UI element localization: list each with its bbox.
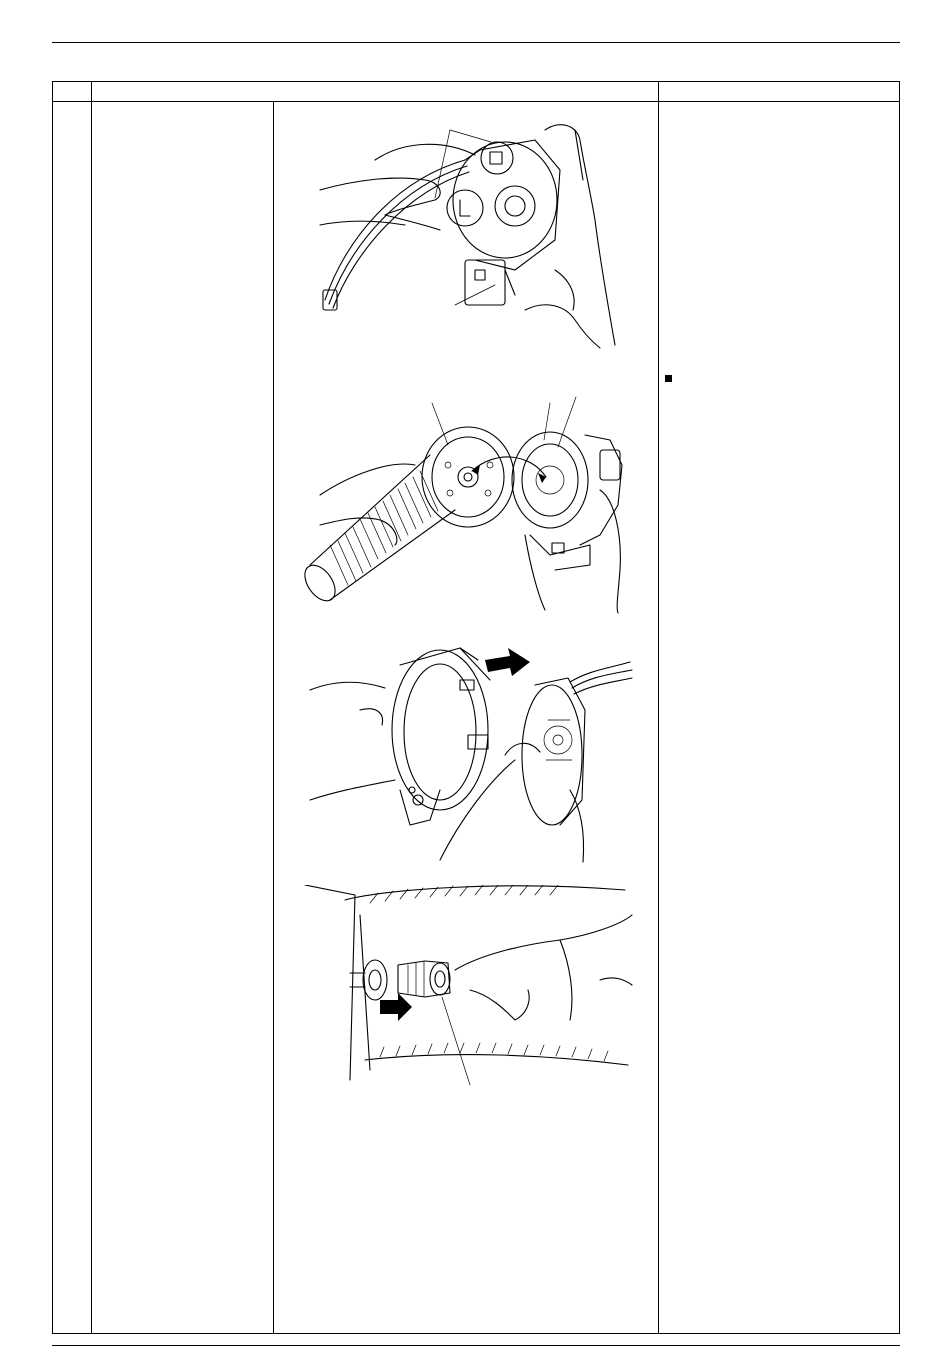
figure-fan-motor-separation (300, 395, 640, 615)
header-procedure (92, 81, 658, 101)
table-col-divider-2 (273, 101, 274, 1333)
page-top-rule (52, 42, 900, 43)
page-bottom-rule (52, 1345, 900, 1346)
header-no (52, 81, 91, 101)
header-remarks (659, 81, 899, 101)
table-col-divider-3 (658, 81, 659, 1333)
figure-motor-holder-removal (315, 120, 620, 350)
figure-bearing-removal (300, 885, 635, 1095)
table-col-divider-1 (91, 81, 92, 1333)
square-bullet-icon (665, 375, 672, 382)
figure-motor-band-removal (300, 640, 635, 865)
table-header-divider (52, 101, 900, 102)
